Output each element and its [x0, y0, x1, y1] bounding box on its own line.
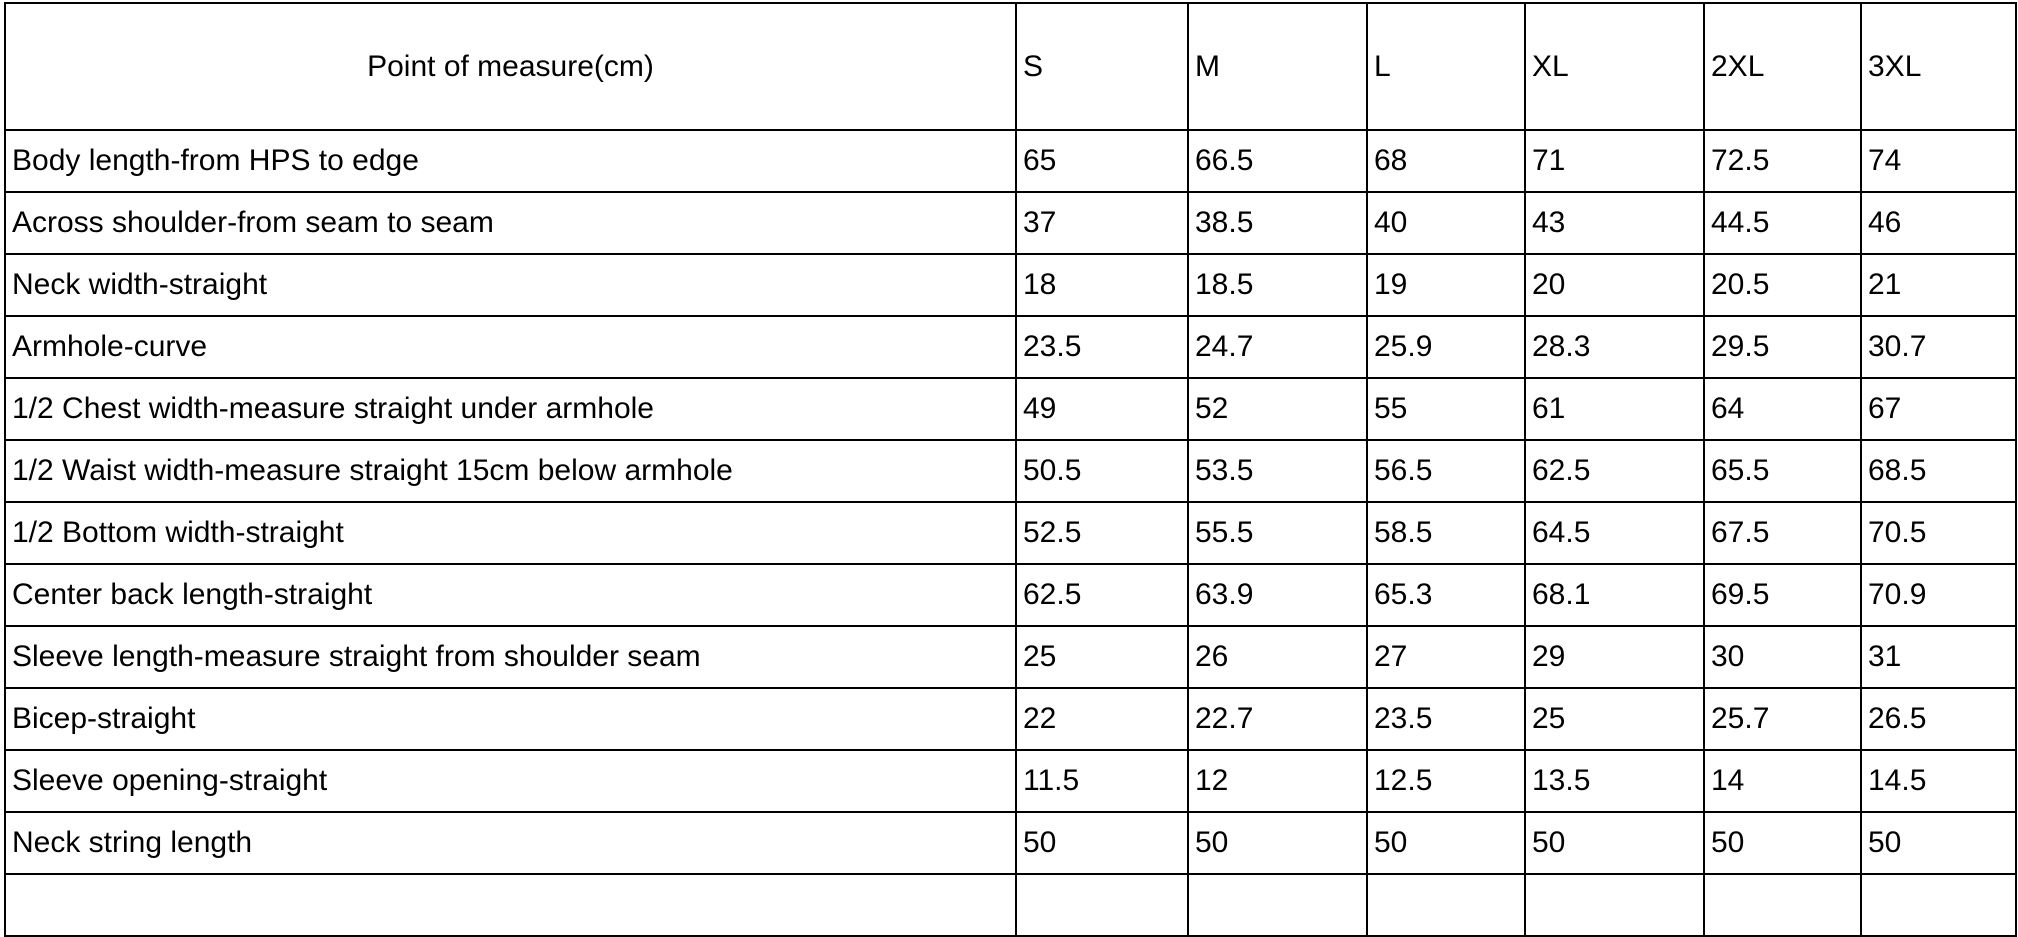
measure-value: 12.5	[1367, 750, 1525, 812]
measure-value: 23.5	[1016, 316, 1188, 378]
table-row	[5, 192, 2016, 254]
measure-label: 1/2 Bottom width-straight	[5, 502, 1016, 564]
size-header-xl: XL	[1525, 3, 1704, 130]
empty-cell	[1525, 874, 1704, 936]
measure-value: 30	[1704, 626, 1861, 688]
measure-value: 25.7	[1704, 688, 1861, 750]
measure-value: 66.5	[1188, 130, 1367, 192]
measure-value: 28.3	[1525, 316, 1704, 378]
measure-value: 65.5	[1704, 440, 1861, 502]
measure-label: Sleeve length-measure straight from shoulder seam	[5, 626, 1016, 688]
measure-value: 65.3	[1367, 564, 1525, 626]
measure-label: Across shoulder-from seam to seam	[5, 192, 1016, 254]
measure-value: 68.1	[1525, 564, 1704, 626]
measure-value: 72.5	[1704, 130, 1861, 192]
size-chart-table	[4, 2, 2017, 937]
measure-value: 67.5	[1704, 502, 1861, 564]
measure-value: 50	[1367, 812, 1525, 874]
measure-value: 19	[1367, 254, 1525, 316]
measure-value: 62.5	[1525, 440, 1704, 502]
table-row-cut-off	[5, 874, 2016, 936]
table-row	[5, 812, 2016, 874]
table-row	[5, 316, 2016, 378]
measure-value: 64.5	[1525, 502, 1704, 564]
measure-value: 26	[1188, 626, 1367, 688]
table-row	[5, 378, 2016, 440]
measure-value: 71	[1525, 130, 1704, 192]
size-header-s: S	[1016, 3, 1188, 130]
measure-value: 50	[1704, 812, 1861, 874]
size-header-3xl: 3XL	[1861, 3, 2016, 130]
measure-value: 67	[1861, 378, 2016, 440]
measure-label: Neck string length	[5, 812, 1016, 874]
measure-value: 52	[1188, 378, 1367, 440]
measure-value: 68.5	[1861, 440, 2016, 502]
measure-value: 29	[1525, 626, 1704, 688]
measure-value: 13.5	[1525, 750, 1704, 812]
table-row	[5, 564, 2016, 626]
table-row	[5, 688, 2016, 750]
measure-value: 46	[1861, 192, 2016, 254]
table-row	[5, 502, 2016, 564]
measure-label: Body length-from HPS to edge	[5, 130, 1016, 192]
measure-value: 18	[1016, 254, 1188, 316]
table-row	[5, 254, 2016, 316]
measure-value: 70.5	[1861, 502, 2016, 564]
measure-value: 68	[1367, 130, 1525, 192]
measure-value: 50	[1188, 812, 1367, 874]
measure-value: 38.5	[1188, 192, 1367, 254]
measure-value: 55	[1367, 378, 1525, 440]
measure-value: 50	[1016, 812, 1188, 874]
measure-label: Center back length-straight	[5, 564, 1016, 626]
measure-value: 12	[1188, 750, 1367, 812]
size-header-2xl: 2XL	[1704, 3, 1861, 130]
measure-label: Sleeve opening-straight	[5, 750, 1016, 812]
measure-value: 20.5	[1704, 254, 1861, 316]
size-header-m: M	[1188, 3, 1367, 130]
measure-value: 18.5	[1188, 254, 1367, 316]
measure-label: Armhole-curve	[5, 316, 1016, 378]
measure-value: 29.5	[1704, 316, 1861, 378]
empty-cell	[1016, 874, 1188, 936]
measure-value: 22	[1016, 688, 1188, 750]
measure-value: 53.5	[1188, 440, 1367, 502]
measure-value: 50	[1861, 812, 2016, 874]
measure-label: Neck width-straight	[5, 254, 1016, 316]
measure-value: 24.7	[1188, 316, 1367, 378]
measure-value: 74	[1861, 130, 2016, 192]
empty-cell	[1704, 874, 1861, 936]
measure-value: 50.5	[1016, 440, 1188, 502]
point-of-measure-header: Point of measure(cm)	[5, 3, 1016, 130]
measure-value: 27	[1367, 626, 1525, 688]
measure-label: 1/2 Chest width-measure straight under armhole	[5, 378, 1016, 440]
measure-value: 14	[1704, 750, 1861, 812]
measure-value: 50	[1525, 812, 1704, 874]
measure-value: 44.5	[1704, 192, 1861, 254]
measure-value: 30.7	[1861, 316, 2016, 378]
measure-value: 25	[1016, 626, 1188, 688]
table-row	[5, 440, 2016, 502]
measure-value: 31	[1861, 626, 2016, 688]
empty-cell	[1861, 874, 2016, 936]
measure-value: 61	[1525, 378, 1704, 440]
measure-value: 26.5	[1861, 688, 2016, 750]
measure-value: 11.5	[1016, 750, 1188, 812]
measure-label: Bicep-straight	[5, 688, 1016, 750]
size-header-l: L	[1367, 3, 1525, 130]
measure-value: 37	[1016, 192, 1188, 254]
empty-cell	[1188, 874, 1367, 936]
measure-value: 14.5	[1861, 750, 2016, 812]
measure-value: 22.7	[1188, 688, 1367, 750]
measure-value: 65	[1016, 130, 1188, 192]
measure-value: 58.5	[1367, 502, 1525, 564]
measure-value: 21	[1861, 254, 2016, 316]
table-row	[5, 130, 2016, 192]
table-row	[5, 626, 2016, 688]
measure-value: 23.5	[1367, 688, 1525, 750]
measure-value: 49	[1016, 378, 1188, 440]
measure-value: 62.5	[1016, 564, 1188, 626]
measure-value: 43	[1525, 192, 1704, 254]
measure-value: 56.5	[1367, 440, 1525, 502]
measure-value: 64	[1704, 378, 1861, 440]
measure-value: 25.9	[1367, 316, 1525, 378]
measure-value: 25	[1525, 688, 1704, 750]
measure-label: 1/2 Waist width-measure straight 15cm below armhole	[5, 440, 1016, 502]
measure-value: 52.5	[1016, 502, 1188, 564]
header-row	[5, 3, 2016, 130]
measure-value: 20	[1525, 254, 1704, 316]
measure-value: 40	[1367, 192, 1525, 254]
measure-value: 70.9	[1861, 564, 2016, 626]
measure-value: 63.9	[1188, 564, 1367, 626]
measure-value: 55.5	[1188, 502, 1367, 564]
table-row	[5, 750, 2016, 812]
empty-cell	[1367, 874, 1525, 936]
empty-cell	[5, 874, 1016, 936]
measure-value: 69.5	[1704, 564, 1861, 626]
